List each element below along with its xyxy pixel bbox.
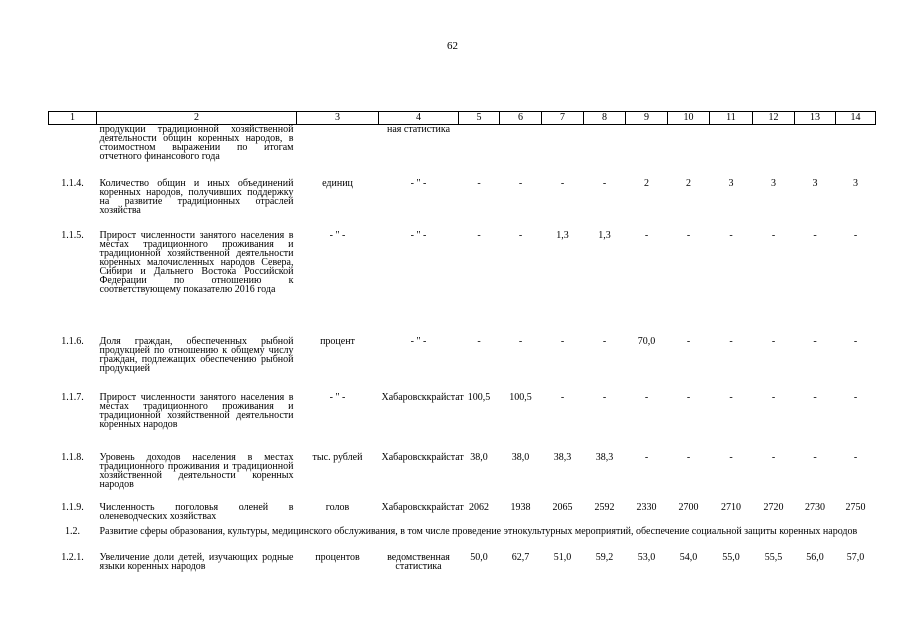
row-source: Хабаровсккрайстат (381, 451, 464, 463)
row-value: - (477, 335, 481, 347)
section-number: 1.2. (65, 525, 80, 537)
row-number: 1.1.9. (61, 501, 84, 513)
row-value: 2 (686, 177, 691, 189)
row-value: 2 (644, 177, 649, 189)
row-value: - (602, 177, 607, 189)
row-value: - (602, 335, 607, 347)
row-value (500, 125, 542, 179)
row-description: Увеличение доли детей, изучающих родные языки коренных народов (99, 551, 294, 572)
table-row (49, 553, 876, 587)
row-number: 1.1.5. (61, 229, 84, 241)
row-value: 2330 (636, 501, 657, 513)
section-text: Развитие сферы образования, культуры, медицинского обслуживания, в том числе проведение этнокультурных мероприятий, обеспечение социальной защиты коренных народов (99, 525, 858, 537)
row-value (584, 125, 626, 179)
row-unit: тыс. рублей (312, 451, 363, 463)
row-value (753, 125, 795, 179)
row-value: 38,0 (470, 451, 488, 463)
row-value: 50,0 (470, 551, 488, 563)
table-row (49, 503, 876, 527)
row-source: - " - (410, 229, 427, 241)
row-value (795, 125, 836, 179)
column-header: 8 (584, 112, 626, 125)
row-value: 56,0 (806, 551, 824, 563)
row-value: 59,2 (595, 551, 614, 563)
row-value: - (686, 391, 691, 403)
row-value: - (644, 229, 649, 241)
row-unit: процент (320, 335, 355, 347)
row-value: - (771, 391, 776, 403)
column-header: 1 (49, 112, 97, 125)
row-value: - (602, 391, 607, 403)
row-value: 38,0 (511, 451, 530, 463)
column-header: 9 (626, 112, 668, 125)
row-value: 3 (728, 177, 734, 189)
row-value: - (560, 177, 565, 189)
row-source: ведомственная статистика (387, 551, 450, 572)
row-number: 1.1.8. (61, 451, 84, 463)
row-unit: - " - (329, 229, 346, 241)
column-header: 14 (836, 112, 876, 125)
column-header: 6 (500, 112, 542, 125)
row-value (668, 125, 710, 179)
row-value: 100,5 (509, 391, 532, 403)
row-value: 51,0 (553, 551, 572, 563)
row-value: 2710 (721, 501, 741, 513)
row-value: - (771, 229, 776, 241)
row-source: - " - (410, 335, 427, 347)
row-description: Доля граждан, обеспеченных рыбной продукцией по отношению к общему числу граждан, подлежащих обеспечению рыбной продукцией (99, 335, 294, 374)
row-description: Численность поголовья оленей в оленеводческих хозяйствах (99, 501, 294, 522)
row-value: - (560, 391, 565, 403)
row-value: - (477, 177, 481, 189)
row-value: - (729, 391, 733, 403)
row-value (626, 125, 668, 179)
table-row (49, 179, 876, 231)
row-value: 70,0 (637, 335, 656, 347)
row-value: - (853, 451, 858, 463)
row-description: Уровень доходов населения в местах традиционного проживания и традиционной хозяйственной деятельности коренных народов (99, 451, 294, 490)
row-unit: - " - (329, 391, 346, 403)
row-value: - (644, 451, 649, 463)
row-value: - (813, 391, 817, 403)
indicators-table (48, 111, 876, 587)
row-source: ная статистика (386, 124, 451, 135)
page-number: 62 (447, 40, 458, 52)
table-row (49, 231, 876, 337)
row-number: 1.1.4. (61, 177, 84, 189)
row-unit: голов (325, 501, 350, 513)
row-value: 53,0 (637, 551, 656, 563)
row-value: 3 (853, 177, 858, 189)
row-value: - (853, 229, 858, 241)
column-header: 2 (97, 112, 297, 125)
row-value: 1,3 (556, 229, 569, 241)
table-row (49, 337, 876, 393)
row-number (49, 125, 97, 179)
row-unit (297, 125, 379, 179)
row-source: Хабаровсккрайстат (381, 391, 464, 403)
row-value (836, 125, 876, 179)
column-header: 7 (542, 112, 584, 125)
row-value: 55,0 (722, 551, 740, 563)
row-value: 2592 (594, 501, 615, 513)
row-value: - (644, 391, 649, 403)
row-unit: процентов (315, 551, 360, 563)
row-value: - (686, 451, 691, 463)
row-number: 1.1.7. (61, 391, 84, 403)
column-header: 12 (753, 112, 795, 125)
section-row (49, 527, 876, 553)
row-value: - (518, 335, 523, 347)
row-value: - (771, 451, 776, 463)
row-value: - (729, 335, 733, 347)
column-header: 4 (379, 112, 459, 125)
row-value: 2750 (845, 501, 866, 513)
row-description: Прирост численности занятого населения в местах традиционного проживания и традиционной хозяйственной деятельности коренных народов (99, 391, 294, 430)
column-header: 3 (297, 112, 379, 125)
table-row (49, 125, 876, 179)
row-value: - (729, 229, 733, 241)
row-source: Хабаровсккрайстат (381, 501, 464, 513)
row-value: 1,3 (598, 229, 611, 241)
row-value (459, 125, 500, 179)
row-value: 38,3 (595, 451, 614, 463)
row-value: 57,0 (846, 551, 865, 563)
row-value: - (518, 229, 523, 241)
row-value: 38,3 (553, 451, 572, 463)
row-value: 55,5 (764, 551, 783, 563)
row-value: - (686, 335, 691, 347)
row-number: 1.2.1. (61, 551, 84, 563)
row-value: 2720 (763, 501, 784, 513)
row-description: продукции традиционной хозяйственной деятельности общин коренных народов, в стоимостном выражении по итогам отчетного финансового года (99, 124, 294, 162)
row-value: - (477, 229, 481, 241)
column-header: 11 (710, 112, 753, 125)
table-body (49, 125, 876, 587)
table-row (49, 393, 876, 453)
row-value: - (853, 391, 858, 403)
row-value: 3 (771, 177, 776, 189)
row-value: 3 (812, 177, 818, 189)
row-value: - (771, 335, 776, 347)
row-description: Количество общин и иных объединений коренных народов, получивших поддержку на развитие традиционных отраслей хозяйства (99, 177, 294, 216)
row-value: 1938 (510, 501, 531, 513)
row-value: 2065 (552, 501, 573, 513)
row-source: - " - (410, 177, 427, 189)
row-value: 54,0 (679, 551, 698, 563)
row-value: - (813, 229, 817, 241)
row-value: 100,5 (467, 391, 491, 403)
column-header: 10 (668, 112, 710, 125)
column-header: 13 (795, 112, 836, 125)
row-value: - (560, 335, 565, 347)
row-value: 2700 (678, 501, 699, 513)
row-value: - (729, 451, 733, 463)
row-value (710, 125, 753, 179)
row-number: 1.1.6. (61, 335, 84, 347)
row-value (542, 125, 584, 179)
row-value: 62,7 (511, 551, 530, 563)
row-value: - (813, 451, 817, 463)
row-description: Прирост численности занятого населения в местах традиционного проживания и традиционной хозяйственной деятельности коренных малочисленных народов Севера, Сибири и Дальнего Востока Российской Федерации по отношению к соответствующему показателю 2016 года (99, 229, 294, 295)
table-row (49, 453, 876, 503)
row-value: - (813, 335, 817, 347)
column-header: 5 (459, 112, 500, 125)
row-value: 2730 (805, 501, 825, 513)
row-unit: единиц (322, 177, 353, 189)
row-value: - (518, 177, 523, 189)
row-value: - (686, 229, 691, 241)
row-value: 2062 (469, 501, 489, 513)
row-value: - (853, 335, 858, 347)
header-row (49, 112, 876, 125)
